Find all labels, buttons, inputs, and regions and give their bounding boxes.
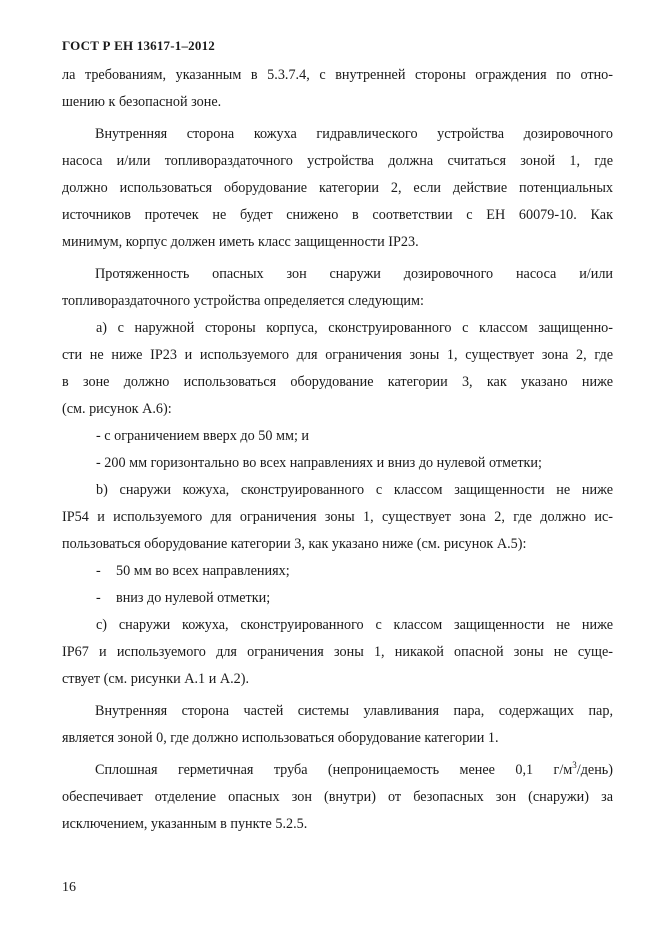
text-line: в зоне должно использоваться оборудование категории 3, как указано ниже bbox=[62, 374, 613, 390]
text-line: топливораздаточного устройства определяется следующим: bbox=[62, 293, 424, 309]
text-line: Внутренняя сторона кожуха гидравлического устройства дозировочного bbox=[95, 126, 613, 142]
list-item-a: a) с наружной стороны корпуса, сконструированного с классом защищенно- bbox=[96, 320, 613, 336]
text-fragment: /день) bbox=[576, 762, 613, 778]
text-line: (см. рисунок А.6): bbox=[62, 401, 172, 417]
page-number: 16 bbox=[62, 880, 76, 895]
document-header: ГОСТ Р ЕН 13617-1–2012 bbox=[62, 38, 215, 53]
dash-marker: - bbox=[96, 563, 101, 579]
text-line: сти не ниже IP23 и используемого для ограничения зоны 1, существует зона 2, где bbox=[62, 347, 613, 363]
list-item-c: c) снаружи кожуха, сконструированного с классом защищенности не ниже bbox=[96, 617, 613, 633]
text-line: является зоной 0, где должно использоваться оборудование категории 1. bbox=[62, 730, 499, 746]
text-line: ствует (см. рисунки А.1 и А.2). bbox=[62, 671, 249, 687]
text-line: шению к безопасной зоне. bbox=[62, 94, 222, 110]
dash-marker: - bbox=[96, 590, 101, 606]
text-line: минимум, корпус должен иметь класс защищенности IP23. bbox=[62, 234, 419, 250]
text-line: обеспечивает отделение опасных зон (внутри) от безопасных зон (снаружи) за bbox=[62, 789, 613, 805]
text-line: Протяженность опасных зон снаружи дозировочного насоса и/или bbox=[95, 266, 613, 282]
dash-list-item: - 200 мм горизонтально во всех направлениях и вниз до нулевой отметки; bbox=[96, 455, 542, 471]
text-fragment: Сплошная герметичная труба (непроницаемость менее 0,1 г/м bbox=[95, 762, 573, 778]
dash-list-item: - с ограничением вверх до 50 мм; и bbox=[96, 428, 310, 444]
text-line: Внутренняя сторона частей системы улавливания пара, содержащих пар, bbox=[95, 703, 613, 719]
text-line bbox=[62, 757, 613, 784]
document-body bbox=[62, 62, 613, 838]
dash-list-item bbox=[62, 558, 613, 585]
text-line: пользоваться оборудование категории 3, как указано ниже (см. рисунок А.5): bbox=[62, 536, 527, 552]
text-line: должно использоваться оборудование категории 2, если действие потенциальных bbox=[62, 180, 613, 196]
dash-list-text: 50 мм во всех направлениях; bbox=[116, 563, 290, 579]
text-line: ла требованиям, указанным в 5.3.7.4, с внутренней стороны ограждения по отно- bbox=[62, 67, 613, 83]
dash-list-item bbox=[62, 585, 613, 612]
text-line: IP54 и используемого для ограничения зоны 1, существует зона 2, где должно ис- bbox=[62, 509, 613, 525]
text-line: источников протечек не будет снижено в соответствии с ЕН 60079-10. Как bbox=[62, 207, 613, 223]
dash-list-text: вниз до нулевой отметки; bbox=[116, 590, 271, 606]
text-line: исключением, указанным в пункте 5.2.5. bbox=[62, 816, 308, 832]
list-item-b: b) снаружи кожуха, сконструированного с классом защищенности не ниже bbox=[96, 482, 613, 498]
superscript: 3 bbox=[572, 760, 577, 770]
text-line: IP67 и используемого для ограничения зоны 1, никакой опасной зоны не суще- bbox=[62, 644, 613, 660]
text-line: насоса и/или топливораздаточного устройства должна считаться зоной 1, где bbox=[62, 153, 613, 169]
